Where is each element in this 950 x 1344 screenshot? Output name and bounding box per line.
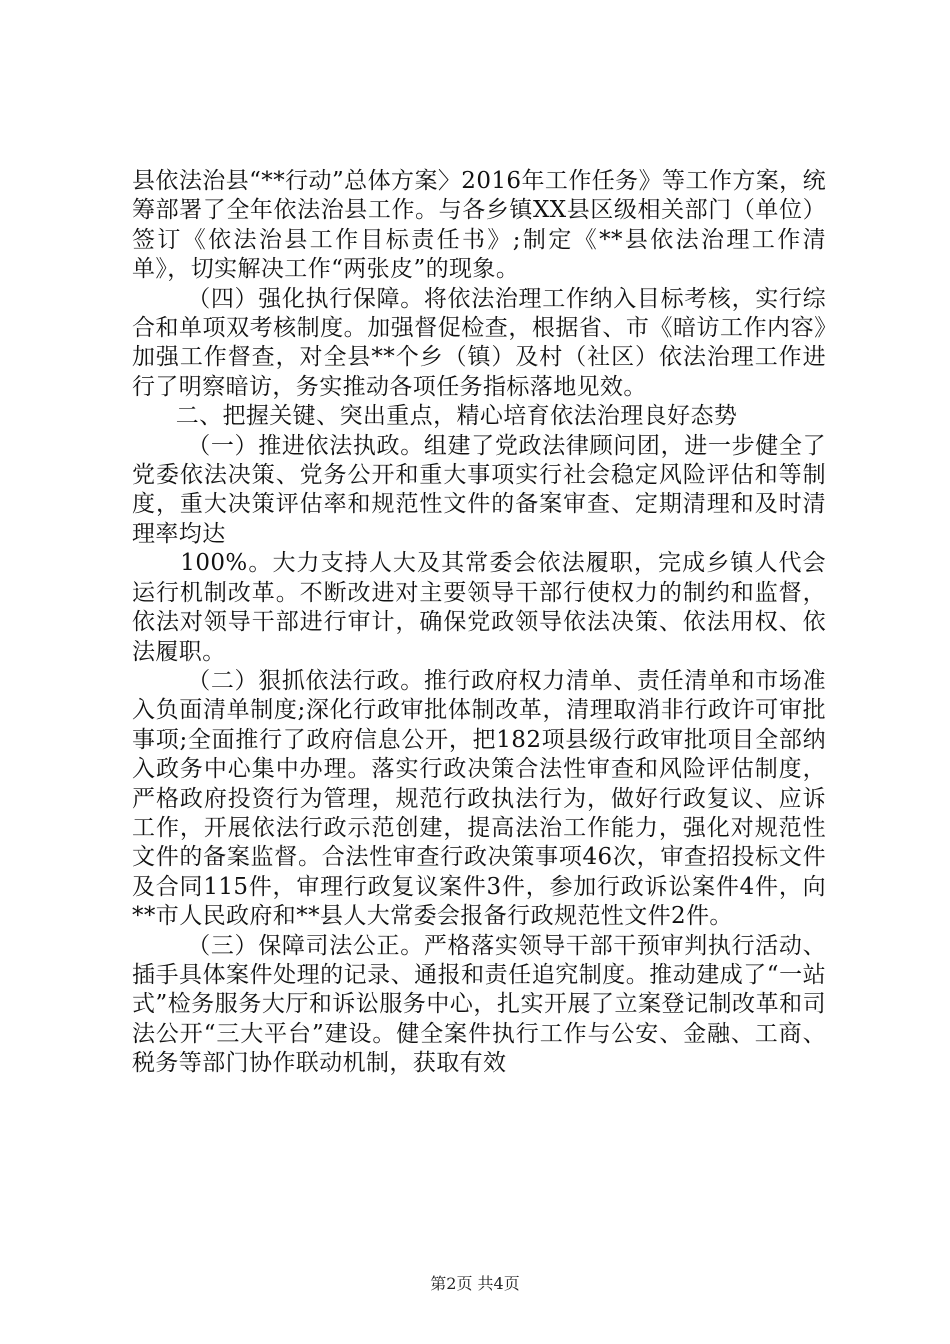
paragraph-item-three: （三）保障司法公正。严格落实领导干部干预审判执行活动、插手具体案件处理的记录、通报和责任追究制度。推动建成了“一站式”检务服务大厅和诉讼服务中心，扎实开展了立案登记制改革和司法公开“三大平台”建设。健全案件执行工作与公安、金融、工商、税务等部门协作联动机制，获取有效 <box>132 932 826 1077</box>
paragraph-section-four: （四）强化执行保障。将依法治理工作纳入目标考核，实行综合和单项双考核制度。加强督促检查，根据省、市《暗访工作内容》加强工作督查，对全县**个乡（镇）及村（社区）依法治理工作进行了明察暗访，务实推动各项任务指标落地见效。 <box>132 285 826 400</box>
paragraph-continuation: 县依法治县“**行动”总体方案〉2016年工作任务》等工作方案，统筹部署了全年依法治县工作。与各乡镇XX县区级相关部门（单位）签订《依法治县工作目标责任书》;制定《**县依法治理工作清单》，切实解决工作“两张皮”的现象。 <box>132 168 826 283</box>
page-number-footer: 第2页 共4页 <box>430 1274 520 1293</box>
section-heading-two: 二、把握关键、突出重点，精心培育依法治理良好态势 <box>175 403 738 430</box>
paragraph-item-one-cont: 100%。大力支持人大及其常委会依法履职，完成乡镇人代会运行机制改革。不断改进对主要领导干部行使权力的制约和监督，依法对领导干部进行审计，确保党政领导依法决策、依法用权、依法履职。 <box>132 550 826 665</box>
document-body <box>132 167 826 1079</box>
paragraph-item-one: （一）推进依法执政。组建了党政法律顾问团，进一步健全了党委依法决策、党务公开和重大事项实行社会稳定风险评估和等制度，重大决策评估率和规范性文件的备案审查、定期清理和及时清理率均达 <box>132 432 826 547</box>
paragraph-item-two: （二）狠抓依法行政。推行政府权力清单、责任清单和市场准入负面清单制度;深化行政审批体制改革，清理取消非行政许可审批事项;全面推行了政府信息公开，把182项县级行政审批项目全部纳入政务中心集中办理。落实行政决策合法性审查和风险评估制度，严格政府投资行为管理，规范行政执法行为，做好行政复议、应诉工作，开展依法行政示范创建，提高法治工作能力，强化对规范性文件的备案监督。合法性审查行政决策事项46次，审查招投标文件及合同115件，审理行政复议案件3件，参加行政诉讼案件4件，向**市人民政府和**县人大常委会报备行政规范性文件2件。 <box>132 667 826 930</box>
